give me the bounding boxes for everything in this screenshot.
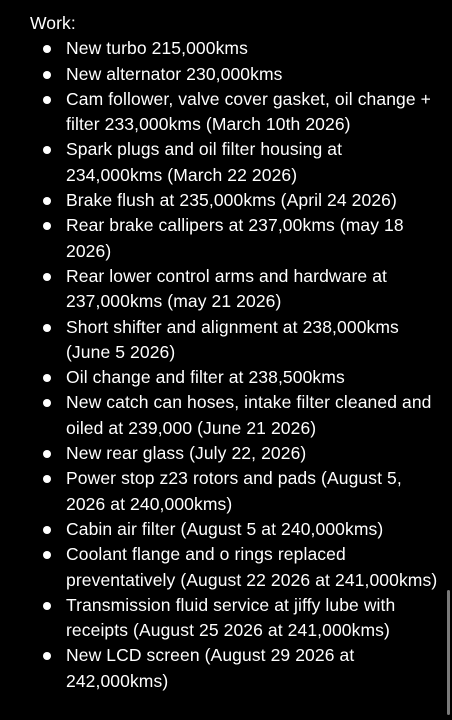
list-item bbox=[30, 264, 442, 315]
list-item bbox=[30, 466, 442, 517]
bullet-icon bbox=[43, 45, 51, 53]
bullet-icon bbox=[43, 602, 51, 610]
list-item-text: New LCD screen (August 29 2026 at 242,000kms) bbox=[66, 645, 355, 691]
bullet-icon bbox=[43, 146, 51, 154]
vertical-scrollbar[interactable] bbox=[447, 590, 450, 715]
list-item bbox=[30, 188, 442, 213]
list-item bbox=[30, 643, 442, 694]
list-item-text: Coolant flange and o rings replaced preventatively (August 22 2026 at 241,000kms) bbox=[66, 544, 438, 590]
work-list bbox=[30, 36, 442, 694]
list-item-text: Spark plugs and oil filter housing at 234,000kms (March 22 2026) bbox=[66, 139, 343, 185]
list-item-text: Power stop z23 rotors and pads (August 5, 2026 at 240,000kms) bbox=[66, 468, 402, 514]
bullet-icon bbox=[43, 551, 51, 559]
list-item-text: Short shifter and alignment at 238,000kms (June 5 2026) bbox=[66, 316, 399, 362]
bullet-icon bbox=[43, 399, 51, 407]
list-item bbox=[30, 365, 442, 390]
list-item-text: New turbo 215,000kms bbox=[66, 38, 248, 59]
list-item bbox=[30, 62, 442, 87]
bullet-icon bbox=[43, 526, 51, 534]
note-heading: Work: bbox=[30, 13, 76, 33]
list-item bbox=[30, 87, 442, 138]
list-item-text: Brake flush at 235,000kms (April 24 2026) bbox=[66, 190, 397, 211]
list-item bbox=[30, 315, 442, 366]
list-item bbox=[30, 137, 442, 188]
bullet-icon bbox=[43, 222, 51, 230]
bullet-icon bbox=[43, 374, 51, 382]
list-item bbox=[30, 36, 442, 61]
list-item bbox=[30, 441, 442, 466]
list-item bbox=[30, 390, 442, 441]
list-item-text: Cam follower, valve cover gasket, oil change + filter 233,000kms (March 10th 2026) bbox=[66, 88, 431, 135]
list-item-text: New alternator 230,000kms bbox=[66, 63, 283, 84]
bullet-icon bbox=[43, 71, 51, 79]
list-item-text: New catch can hoses, intake filter cleaned and oiled at 239,000 (June 21 2026) bbox=[66, 392, 432, 438]
bullet-icon bbox=[43, 273, 51, 281]
list-item-text: Rear lower control arms and hardware at 237,000kms (may 21 2026) bbox=[66, 265, 387, 312]
bullet-icon bbox=[43, 475, 51, 483]
note-content[interactable] bbox=[30, 11, 442, 694]
list-item-text: Rear brake callipers at 237,00kms (may 18 2026) bbox=[66, 215, 404, 261]
list-item-text: Oil change and filter at 238,500kms bbox=[66, 367, 345, 388]
list-item-text: Cabin air filter (August 5 at 240,000kms) bbox=[66, 518, 384, 539]
bullet-icon bbox=[43, 652, 51, 660]
list-item bbox=[30, 213, 442, 264]
list-item bbox=[30, 517, 442, 542]
bullet-icon bbox=[43, 450, 51, 458]
bullet-icon bbox=[43, 197, 51, 205]
bullet-icon bbox=[43, 96, 51, 104]
list-item-text: New rear glass (July 22, 2026) bbox=[66, 443, 307, 464]
list-item bbox=[30, 542, 442, 593]
list-item bbox=[30, 593, 442, 644]
bullet-icon bbox=[43, 324, 51, 332]
list-item-text: Transmission fluid service at jiffy lube with receipts (August 25 2026 at 241,000kms) bbox=[66, 594, 396, 641]
